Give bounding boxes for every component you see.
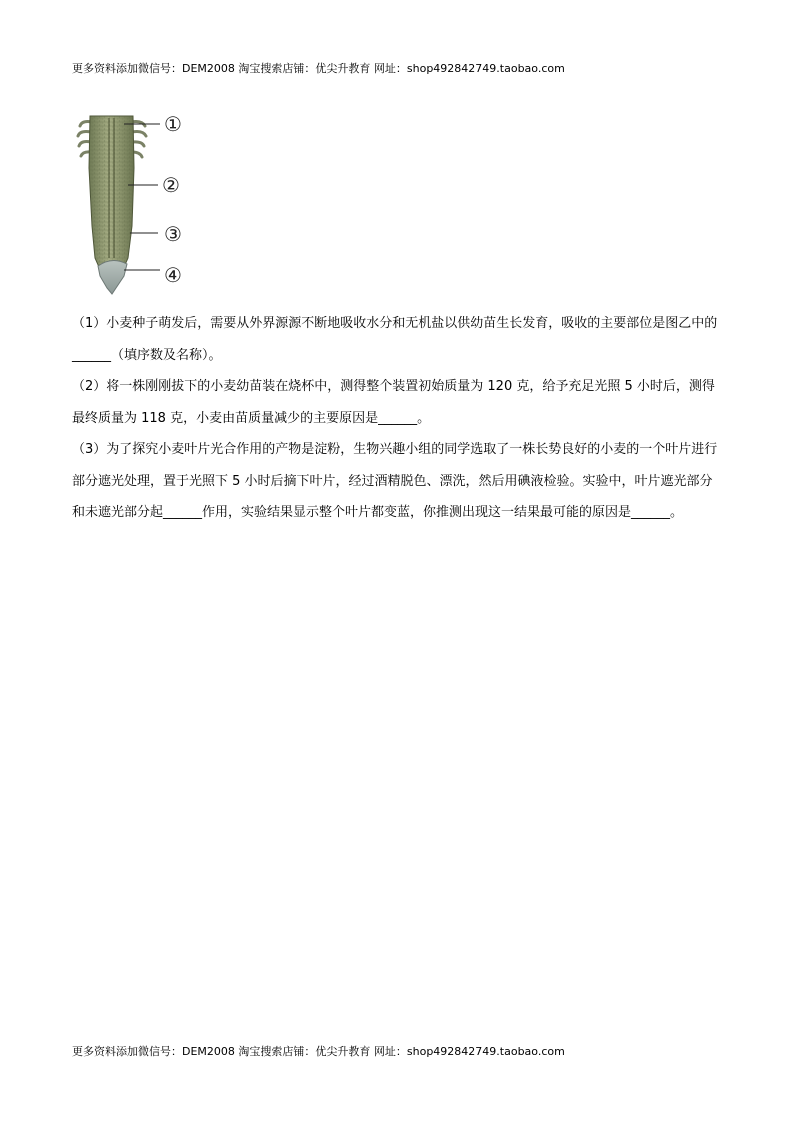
question-3-text-c: 。 [670,505,684,520]
question-2-text-a: （2）将一株刚刚拔下的小麦幼苗装在烧杯中，测得整个装置初始质量为 120 克，给予充足光照 5 小时后，测得最终质量为 118 克，小麦由苗质量减少的主要原因是 [72,379,715,426]
question-2-blank: ______ [378,410,418,426]
label-1: ① [164,112,182,136]
question-1-text-a: （1）小麦种子萌发后，需要从外界源源不断地吸收水分和无机盐以供幼苗生长发育，吸收的主要部位是图乙中的 [72,316,718,331]
question-3-blank-2: ______ [631,505,671,520]
question-3 [72,434,724,529]
root-tip-illustration [72,108,202,300]
question-3-text-a: （3）为了探究小麦叶片光合作用的产物是淀粉，生物兴趣小组的同学选取了一株长势良好的小麦的一个叶片进行部分遮光处理，置于光照下 5 小时后摘下叶片，经过酒精脱色、漂洗，然后用碘液检验。实验中，叶片遮光部分和未遮光部分起 [72,442,718,520]
label-3: ③ [164,222,182,246]
label-2: ② [162,173,180,197]
question-1-blank: ______ [72,347,111,363]
question-3-text-b: 作用，实验结果显示整个叶片都变蓝，你推测出现这一结果最可能的原因是 [202,505,632,520]
question-2-text-b: 。 [417,410,431,426]
question-1 [72,308,724,371]
root-tip-figure [72,108,202,300]
page-footer: 更多资料添加微信号：DEM2008 淘宝搜索店铺：优尖升教育 网址：shop492842749.taobao.com [72,1045,565,1058]
question-1-text-b: （填序数及名称）。 [111,347,222,363]
page-header: 更多资料添加微信号：DEM2008 淘宝搜索店铺：优尖升教育 网址：shop492842749.taobao.com [72,62,565,75]
question-2 [72,371,724,434]
label-4: ④ [164,263,182,287]
question-3-blank-1: ______ [163,505,203,520]
